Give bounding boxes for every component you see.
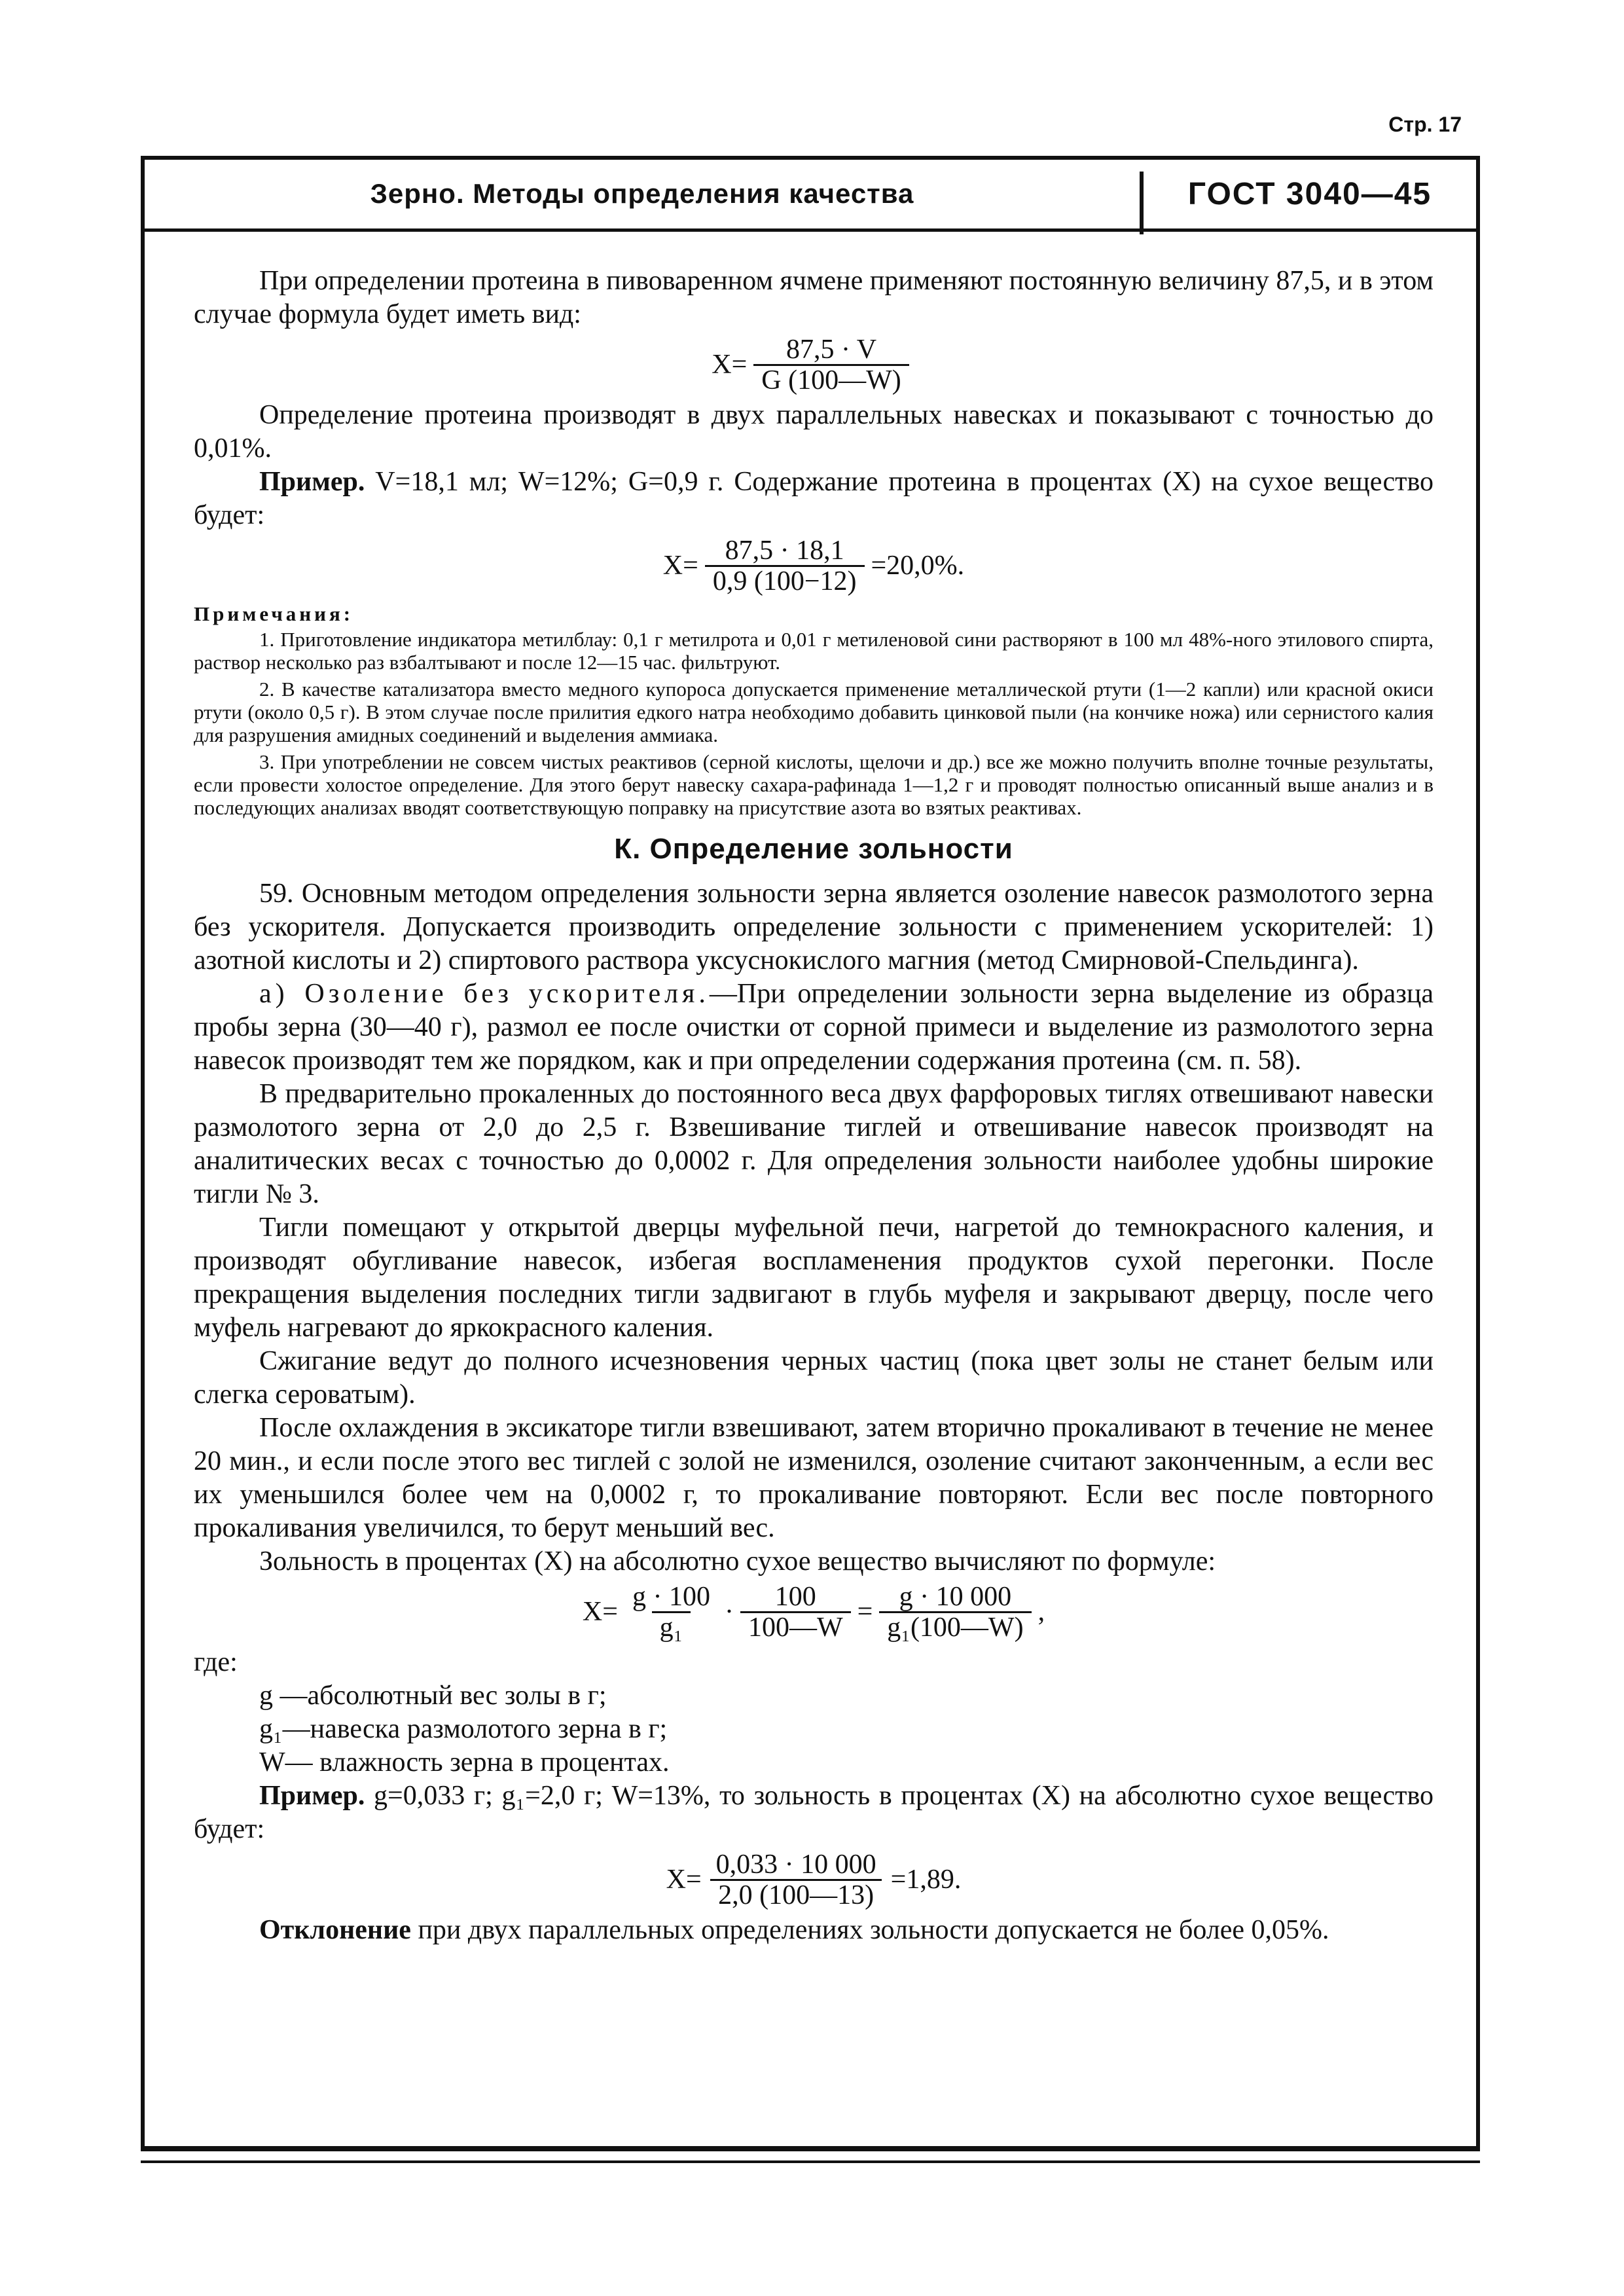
- formula-equals: =: [857, 1597, 873, 1627]
- header-standard: ГОСТ 3040—45: [1187, 176, 1432, 211]
- crucibles-paragraph: Тигли помещают у открытой дверцы муфельной печи, нагретой до темнокрасного каления, и производят обугливание навесок, избегая воспламенения продуктов сухой перегонки. После прекращения выделения последних тигли задвигают в глубь муфеля и закрывают дверцу, после чего муфель нагревают до яркокрасного каления.: [194, 1212, 1434, 1343]
- formula-lhs: X=: [666, 1865, 702, 1895]
- formula-fraction-2: [740, 1582, 851, 1642]
- note-1: 1. Приготовление индикатора метилблау: 0,1 г метилрота и 0,01 г метиленовой сини растворяют в 100 мл 48%-ного этилового спирта, раствор несколько раз взбалтывают и после 12—15 час. фильтруют.: [194, 628, 1434, 674]
- page-header: [145, 160, 1476, 232]
- formula-fraction: [705, 536, 865, 596]
- legend-g: g —абсолютный вес золы в г;: [259, 1681, 607, 1711]
- formula-numerator: g · 10 000: [899, 1582, 1012, 1612]
- formula-result: =20,0%.: [871, 551, 965, 581]
- legend-list: [194, 1679, 1434, 1779]
- note-3: 3. При употреблении не совсем чистых реактивов (серной кислоты, щелочи и др.) все же можно получить вполне точные результаты, если провести холостое определение. Для этого берут навеску сахара-рафинада 1—1,2 г и проводят полностью описанный выше анализ и в последующих анализах вводят соответствующую поправку на присутствие азота во взятых реактивах.: [194, 750, 1434, 819]
- intro-paragraph: При определении протеина в пивоваренном ячмене применяют постоянную величину 87,5, и в этом случае формула будет иметь вид:: [194, 266, 1434, 329]
- header-title: Зерно. Методы определения качества: [370, 178, 914, 209]
- ash-formula-intro: Зольность в процентах (X) на абсолютно сухое вещество вычисляют по формуле:: [259, 1546, 1216, 1576]
- deviation-label: Отклонение: [259, 1915, 411, 1945]
- formula-numerator: 100: [774, 1582, 816, 1612]
- formula-numerator: g · 100: [632, 1582, 710, 1612]
- formula-denominator: G (100—W): [753, 364, 909, 395]
- formula-lhs: X=: [582, 1597, 618, 1627]
- note-2: 2. В качестве катализатора вместо медного купороса допускается применение металлической ртути (1—2 капли) или красной окиси ртути (около 0,5 г). В этом случае после прилития едкого натра необходимо добавить цинковой пыли (на кончике ножа) или сернистого калия для разрушения амидных соединений и выделения аммиака.: [194, 678, 1434, 746]
- deviation-paragraph: [194, 1914, 1434, 1947]
- example2-paragraph: [194, 1779, 1434, 1846]
- example2-label: Пример.: [259, 1781, 365, 1811]
- formula-lhs: X=: [662, 551, 698, 581]
- paragraph-a-label: а) Озоление без ускорителя.: [259, 979, 710, 1009]
- legend-w: W— влажность зерна в процентах.: [259, 1747, 670, 1777]
- bottom-rule: [141, 2160, 1480, 2163]
- paragraph-a-text: —При определении зольности зерна выделение из образца пробы зерна (30—40 г), размол ее после очистки от сорной примеси и выделение из размолотого зерна навесок производят тем же порядком, как и при определении содержания протеина (см. п. 58).: [194, 979, 1434, 1076]
- formula-fraction: [753, 335, 909, 395]
- formula-denominator: g₁: [652, 1611, 691, 1642]
- notes-block: [194, 602, 1434, 819]
- page-number: Стр. 17: [1388, 113, 1462, 136]
- formula-example-ash: [194, 1850, 1434, 1910]
- formula-dot: ·: [724, 1597, 734, 1627]
- formula-numerator: 87,5 · V: [785, 335, 877, 365]
- formula-numerator: 0,033 · 10 000: [715, 1850, 876, 1880]
- notes-title: Примечания:: [194, 602, 354, 625]
- formula-fraction-1: [624, 1582, 718, 1642]
- deviation-text: при двух параллельных определениях зольности допускается не более 0,05%.: [410, 1915, 1329, 1945]
- page-frame: [141, 156, 1480, 2151]
- formula-protein: [194, 335, 1434, 395]
- example-paragraph: [194, 465, 1434, 532]
- weigh-paragraph: В предварительно прокаленных до постоянного веса двух фарфоровых тиглях отвешивают навески размолотого зерна от 2,0 до 2,5 г. Взвешивание тиглей и отвешивание навесок производят на аналитических весах с точностью до 0,0002 г. Для определения зольности наиболее удобны широкие тигли № 3.: [194, 1079, 1434, 1209]
- formula-denominator: 100—W: [740, 1611, 851, 1642]
- where-label: где:: [194, 1647, 238, 1677]
- example-label: Пример.: [259, 467, 365, 497]
- formula-numerator: 87,5 · 18,1: [725, 536, 844, 566]
- burn-paragraph: Сжигание ведут до полного исчезновения черных частиц (пока цвет золы не станет белым или слегка сероватым).: [194, 1346, 1434, 1410]
- formula-lhs: X=: [712, 350, 748, 380]
- formula-fraction-3: [879, 1582, 1031, 1642]
- formula-ash: [194, 1582, 1434, 1642]
- section-title: К. Определение зольности: [614, 833, 1013, 865]
- page-content: [194, 264, 1434, 1947]
- formula-denominator: 2,0 (100—13): [710, 1879, 882, 1910]
- cool-paragraph: После охлаждения в эксикаторе тигли взвешивают, затем вторично прокаливают в течение не менее 20 мин., и если после этого вес тиглей с золой не изменился, озоление считают законченным, а если вес их уменьшился более чем на 0,0002 г, то прокаливание повторяют. Если вес после повторного прокаливания увеличился, то берут меньший вес.: [194, 1413, 1434, 1543]
- formula-denominator: 0,9 (100−12): [705, 565, 865, 596]
- example-text: V=18,1 мл; W=12%; G=0,9 г. Содержание протеина в процентах (X) на сухое вещество будет:: [194, 467, 1434, 530]
- paragraph-59: 59. Основным методом определения зольности зерна является озоление навесок размолотого зерна без ускорителя. Допускается производить определение зольности с применением ускорителей: 1) азотной кислоты и 2) спиртового раствора уксуснокислого магния (метод Смирновой-Спельдинга).: [194, 879, 1434, 975]
- example2-text: g=0,033 г; g₁=2,0 г; W=13%, то зольность в процентах (X) на абсолютно сухое вещество будет:: [194, 1781, 1434, 1844]
- legend-g1: g₁—навеска размолотого зерна в г;: [259, 1714, 668, 1744]
- formula-example-protein: [194, 536, 1434, 596]
- paragraph-a: [194, 977, 1434, 1078]
- formula-result: =1,89.: [890, 1865, 962, 1895]
- formula-fraction: [708, 1850, 884, 1910]
- parallel-paragraph: Определение протеина производят в двух параллельных навесках и показывают с точностью до 0,01%.: [194, 400, 1434, 464]
- formula-comma: ,: [1038, 1597, 1045, 1627]
- formula-denominator: g₁(100—W): [879, 1611, 1031, 1642]
